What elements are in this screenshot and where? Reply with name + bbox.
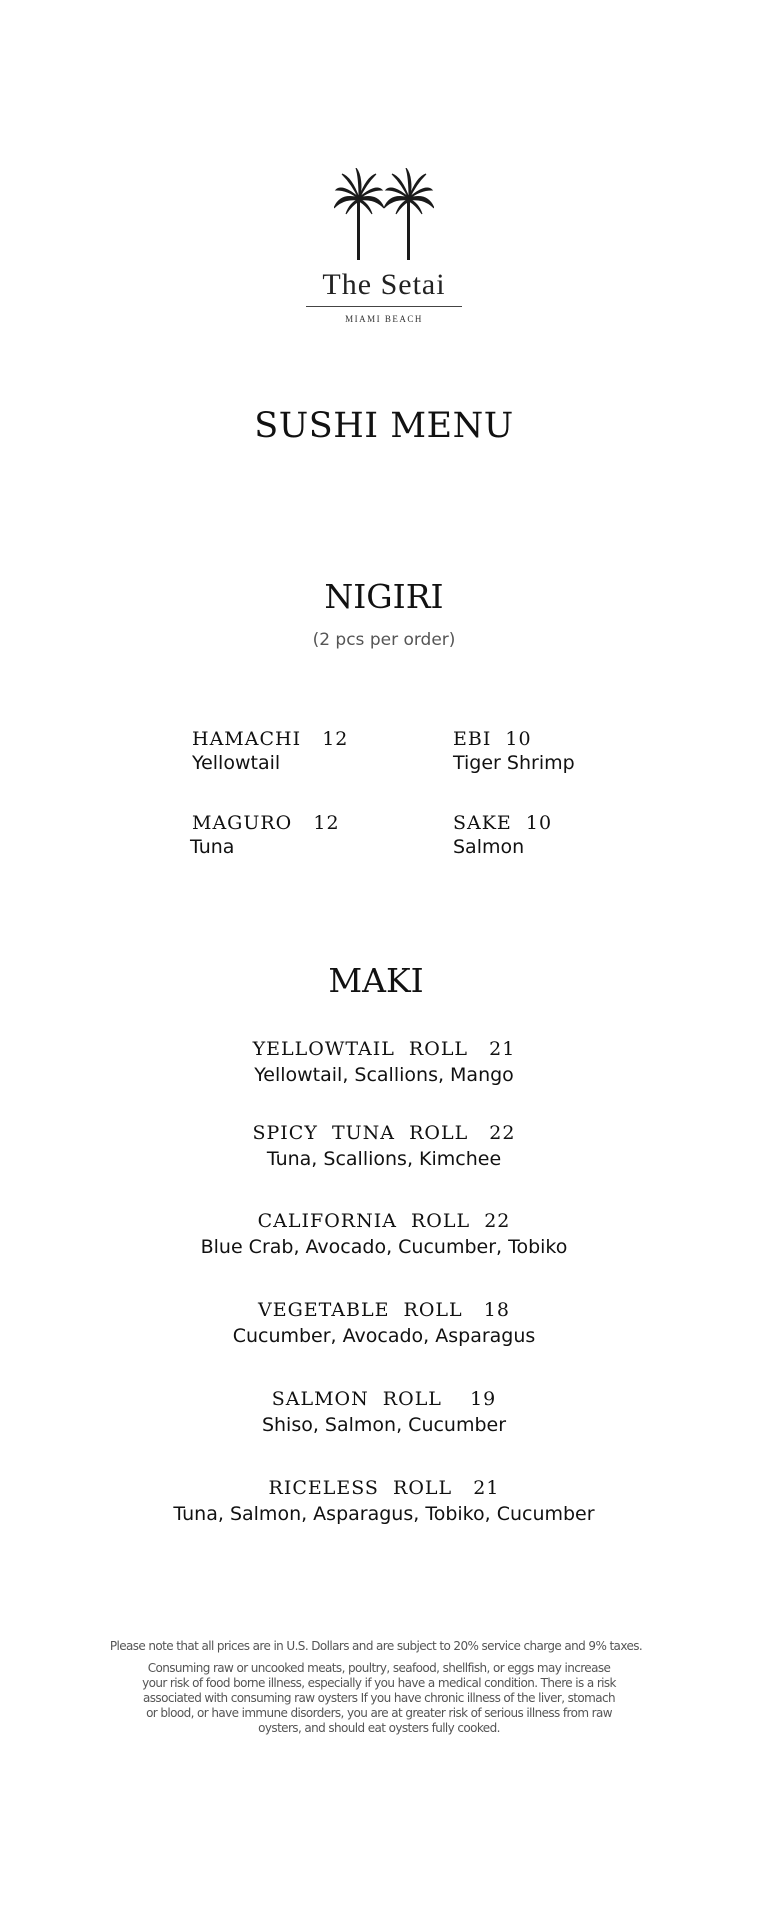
nigiri-title: NIGIRI	[324, 577, 444, 616]
warning-line: oysters, and should eat oysters fully cooked.	[258, 1721, 500, 1735]
logo-name: The Setai	[322, 268, 446, 301]
maki-item-spicy-tuna-roll	[0, 1122, 768, 1170]
maki-item-california-roll	[0, 1210, 768, 1258]
item-name: VEGETABLE ROLL 18	[258, 1299, 510, 1321]
item-description: Tuna, Salmon, Asparagus, Tobiko, Cucumber	[173, 1503, 595, 1525]
maki-title: MAKI	[328, 961, 424, 1000]
nigiri-item-sake	[453, 812, 683, 858]
warning-line: your risk of food borne illness, especially if you have a medical condition. There is a risk	[142, 1676, 616, 1690]
nigiri-item-hamachi	[192, 728, 422, 774]
item-name: RICELESS ROLL 21	[268, 1477, 500, 1499]
item-description: Cucumber, Avocado, Asparagus	[232, 1325, 536, 1347]
menu-title: SUSHI MENU	[254, 406, 514, 446]
palm-trees-icon	[334, 168, 434, 260]
logo	[284, 168, 484, 330]
maki-item-vegetable-roll	[0, 1299, 768, 1347]
logo-subtitle: MIAMI BEACH	[345, 314, 423, 324]
maki-item-riceless-roll	[0, 1477, 768, 1525]
warning-line: Consuming raw or uncooked meats, poultry, seafood, shellfish, or eggs may increase	[147, 1661, 611, 1675]
item-name: SALMON ROLL 19	[271, 1388, 497, 1410]
item-description: Yellowtail	[192, 752, 281, 774]
food-safety-warning	[0, 1661, 763, 1736]
item-name: YELLOWTAIL ROLL 21	[252, 1038, 516, 1060]
item-description: Tiger Shrimp	[453, 752, 575, 774]
nigiri-subtitle: (2 pcs per order)	[312, 630, 456, 650]
nigiri-item-ebi	[453, 728, 683, 774]
item-description: Tuna, Scallions, Kimchee	[266, 1148, 502, 1170]
item-name: MAGURO 12	[192, 812, 340, 834]
item-description: Salmon	[453, 836, 525, 858]
item-name: HAMACHI 12	[192, 728, 349, 750]
item-name: SPICY TUNA ROLL 22	[252, 1122, 516, 1144]
maki-item-salmon-roll	[0, 1388, 768, 1436]
item-description: Shiso, Salmon, Cucumber	[261, 1414, 507, 1436]
item-description: Yellowtail, Scallions, Mango	[254, 1064, 514, 1086]
logo-divider	[306, 306, 462, 307]
nigiri-item-maguro	[192, 812, 422, 858]
warning-line: or blood, or have immune disorders, you are at greater risk of serious illness from raw	[146, 1706, 612, 1720]
warning-line: associated with consuming raw oysters If you have chronic illness of the liver, stomach	[143, 1691, 615, 1705]
item-name: CALIFORNIA ROLL 22	[257, 1210, 511, 1232]
item-name: SAKE 10	[453, 812, 553, 834]
item-description: Blue Crab, Avocado, Cucumber, Tobiko	[200, 1236, 568, 1258]
item-name: EBI 10	[453, 728, 532, 750]
maki-item-yellowtail-roll	[0, 1038, 768, 1086]
price-note: Please note that all prices are in U.S. Dollars and are subject to 20% service charge and 9% taxes.	[109, 1639, 643, 1653]
item-description: Tuna	[190, 836, 235, 858]
